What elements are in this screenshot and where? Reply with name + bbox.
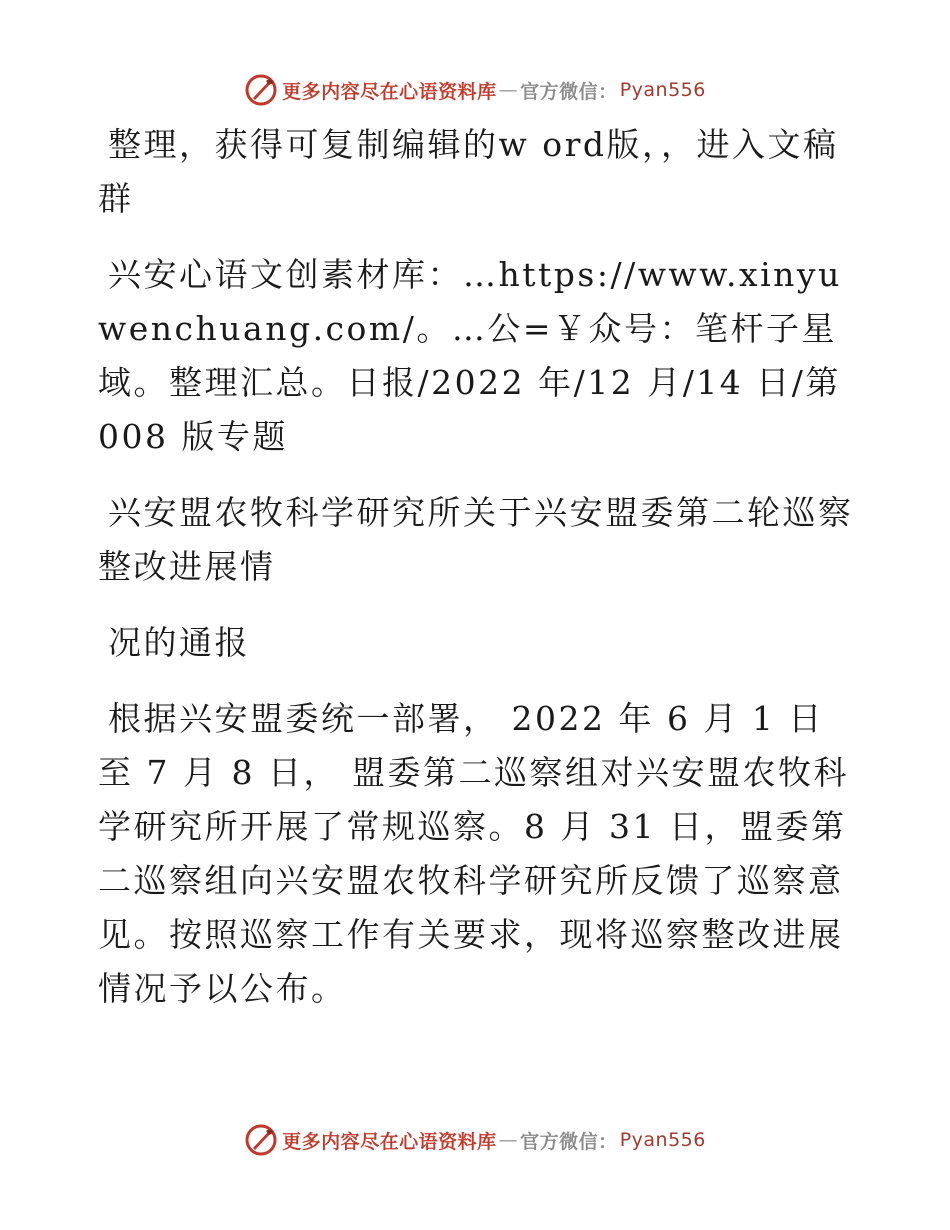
footer-watermark: [0, 1120, 950, 1160]
watermark-text: 更多内容尽在心语资料库: [282, 1130, 497, 1153]
watermark-contact-label: 官方微信：: [520, 1130, 618, 1153]
header-watermark: [0, 70, 950, 110]
watermark-dash: —: [498, 79, 519, 101]
watermark-contact-id: Pyan556: [619, 1129, 706, 1151]
paragraph-intro: 整理，获得可复制编辑的w ord版，，进入文稿群: [98, 125, 839, 218]
watermark-contact-id: Pyan556: [619, 79, 706, 101]
quill-logo-icon: [244, 1123, 278, 1157]
paragraph-body: 根据兴安盟委统一部署， 2022 年 6 月 1 日至 7 月 8 日， 盟委第二巡察组对兴安盟农牧科学研究所开展了常规巡察。8 月 31 日，盟委第二巡察组向兴安盟农牧科学研究所反馈了巡察意见。按照巡察工作有关要求，现将巡察整改进展情况予以公布。: [98, 699, 849, 1008]
document-body: [98, 118, 858, 1038]
watermark-dash: —: [498, 1129, 519, 1151]
paragraph-title-line-2: 况的通报: [108, 623, 250, 662]
watermark-contact-label: 官方微信：: [520, 80, 618, 103]
paragraph-title-line-1: 兴安盟农牧科学研究所关于兴安盟委第二轮巡察整改进展情: [98, 493, 854, 586]
quill-logo-icon: [244, 73, 278, 107]
paragraph-source: 兴安心语文创素材库：…https://www.xinyuwenchuang.com/。…公=￥众号：笔杆子星域。整理汇总。日报/2022 年/12 月/14 日/第 008 版专题: [98, 255, 854, 456]
watermark-text: 更多内容尽在心语资料库: [282, 80, 497, 103]
